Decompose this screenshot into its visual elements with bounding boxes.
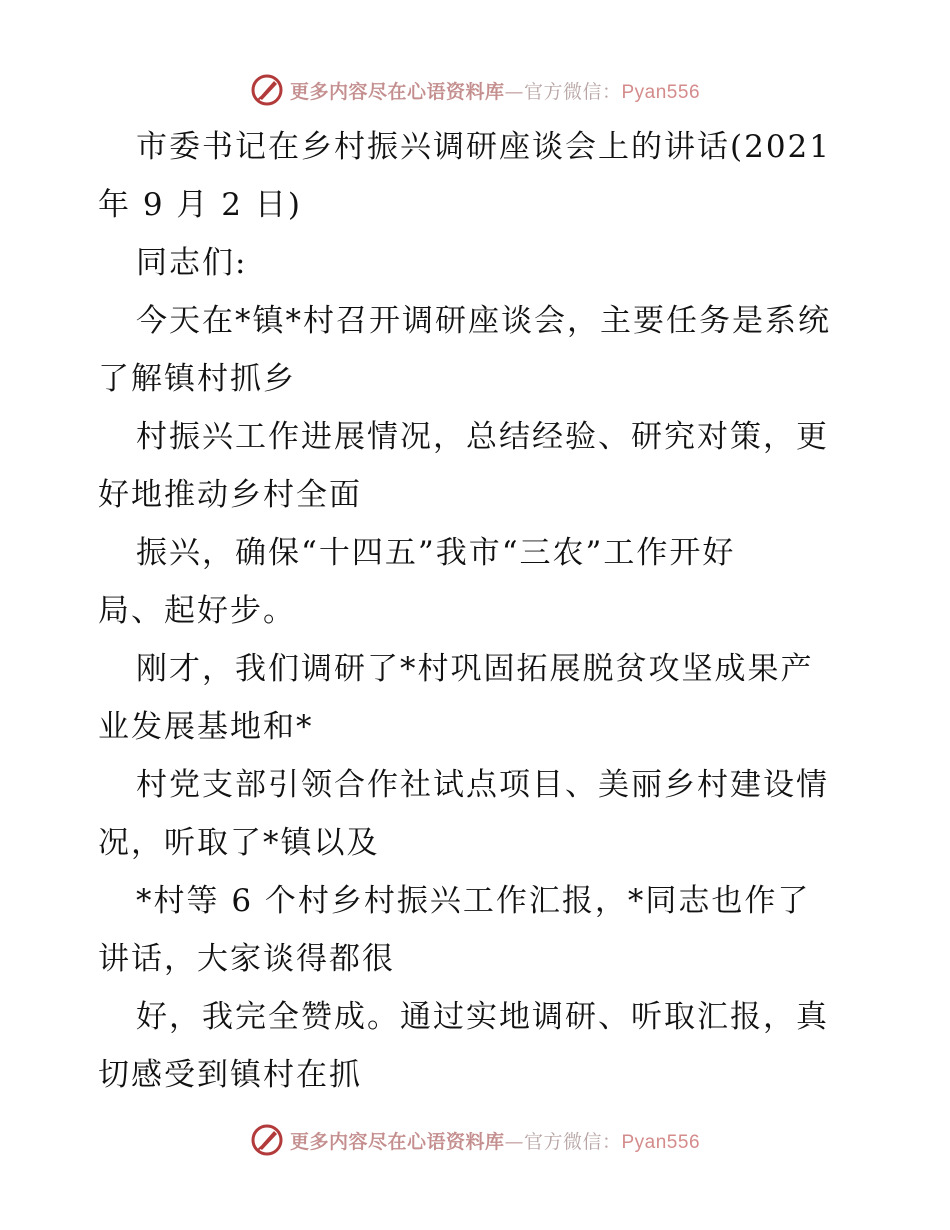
document-line: 业发展基地和* xyxy=(98,709,314,745)
document-line: 好，我完全赞成。通过实地调研、听取汇报，真 xyxy=(136,999,829,1035)
document-line: 今天在*镇*村召开调研座谈会，主要任务是系统 xyxy=(136,303,831,339)
document-line: 振兴，确保“十四五”我市“三农”工作开好 xyxy=(136,535,736,571)
document-line: 年 9 月 2 日) xyxy=(98,187,302,223)
watermark-text xyxy=(290,77,700,104)
watermark-site: 更多内容尽在心语资料库 xyxy=(289,1130,505,1153)
document-line: 村党支部引领合作社试点项目、美丽乡村建设情 xyxy=(136,767,829,803)
quill-logo-icon xyxy=(250,73,284,107)
document-line: *村等 6 个村乡村振兴工作汇报，*同志也作了 xyxy=(136,883,811,919)
document-line: 市委书记在乡村振兴调研座谈会上的讲话(2021 xyxy=(136,129,831,165)
document-line: 好地推动乡村全面 xyxy=(98,477,362,513)
watermark-wechat-id: Pyan556 xyxy=(621,81,701,103)
header-watermark xyxy=(0,70,950,110)
document-line: 讲话，大家谈得都很 xyxy=(98,941,395,977)
watermark-wechat-label: 官方微信： xyxy=(523,80,622,103)
watermark-separator: — xyxy=(504,80,524,103)
watermark-text xyxy=(290,1127,700,1154)
watermark-separator: — xyxy=(504,1130,524,1153)
document-line: 切感受到镇村在抓 xyxy=(98,1057,362,1093)
document-body xyxy=(98,118,858,1104)
document-line: 刚才，我们调研了*村巩固拓展脱贫攻坚成果产 xyxy=(136,651,814,687)
watermark-wechat-label: 官方微信： xyxy=(523,1130,622,1153)
document-line: 同志们: xyxy=(136,245,248,281)
quill-logo-icon xyxy=(250,1123,284,1157)
document-line: 局、起好步。 xyxy=(98,593,296,629)
footer-watermark xyxy=(0,1120,950,1160)
watermark-site: 更多内容尽在心语资料库 xyxy=(289,80,505,103)
document-line: 了解镇村抓乡 xyxy=(98,361,296,397)
document-line: 村振兴工作进展情况，总结经验、研究对策，更 xyxy=(136,419,829,455)
watermark-wechat-id: Pyan556 xyxy=(621,1131,701,1153)
document-line: 况，听取了*镇以及 xyxy=(98,825,380,861)
